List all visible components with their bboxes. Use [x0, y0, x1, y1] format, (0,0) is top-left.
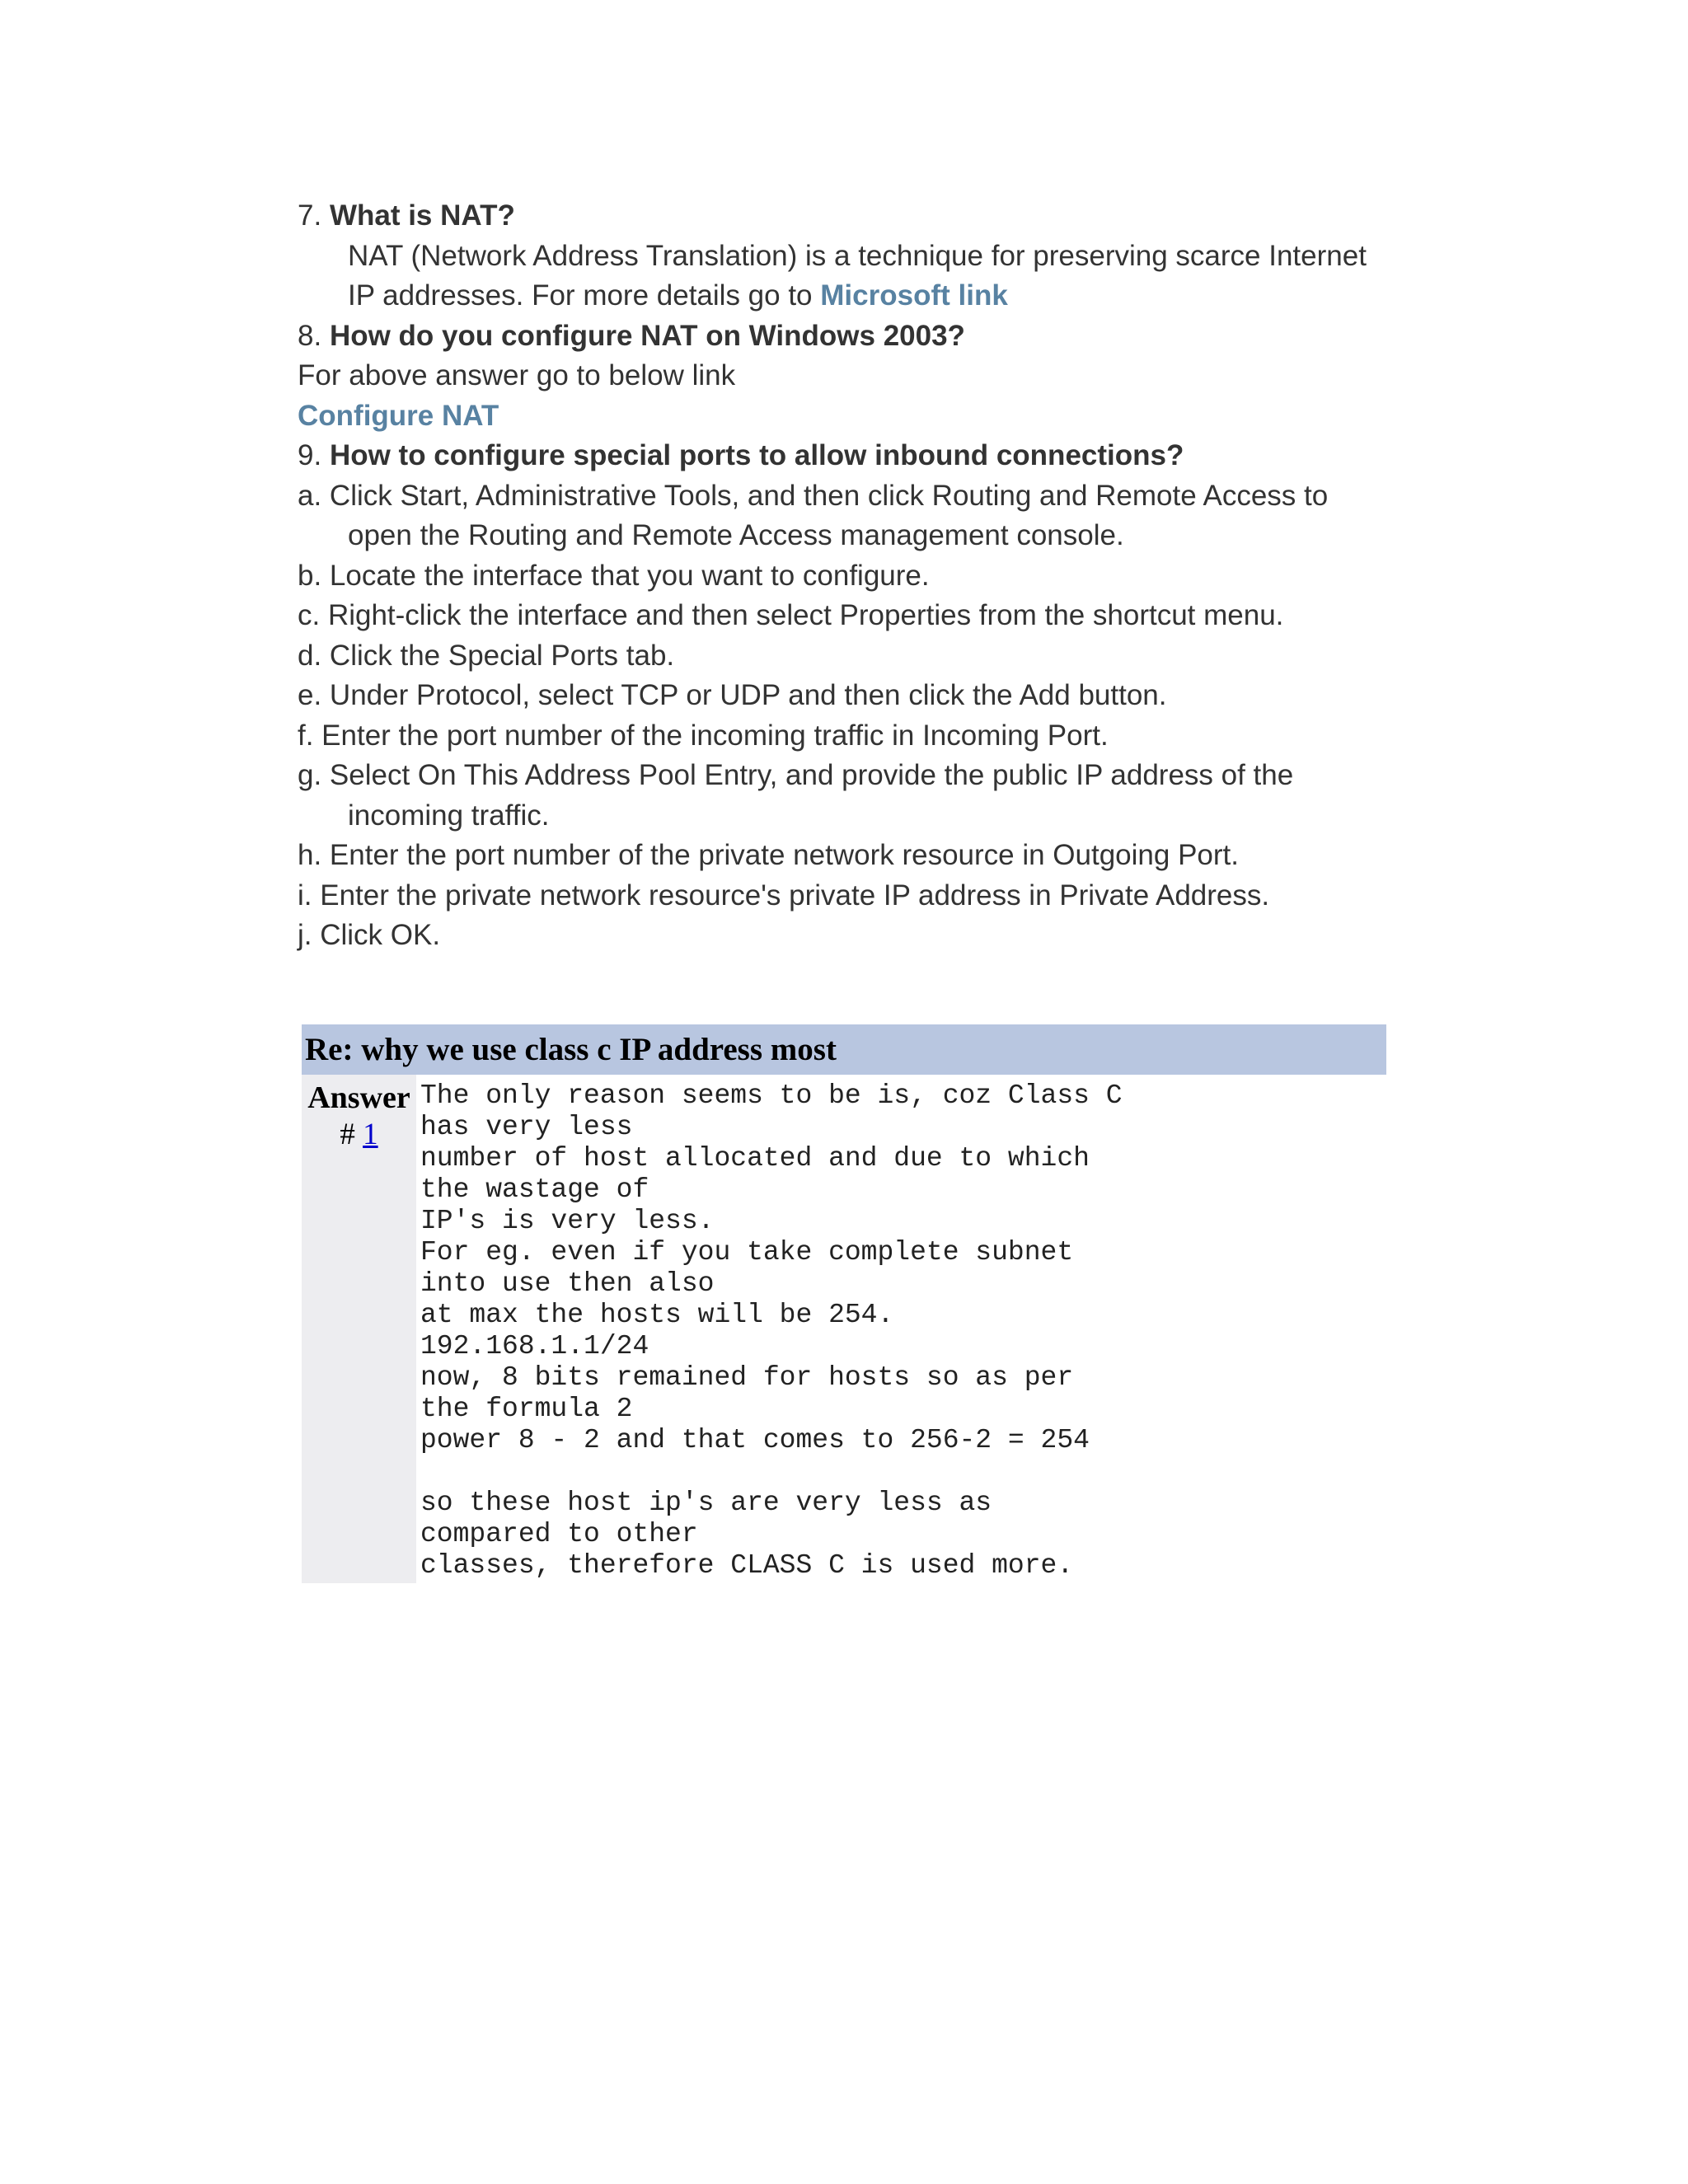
configure-nat-link[interactable]: Configure NAT	[298, 399, 499, 432]
answer-7-line-2	[298, 276, 1534, 316]
answer-7-line-1: NAT (Network Address Translation) is a technique for preserving scarce Internet	[348, 239, 1367, 272]
answer-label: Answer	[307, 1080, 410, 1115]
microsoft-link[interactable]: Microsoft link	[820, 279, 1008, 312]
question-7	[298, 196, 1534, 237]
answer-heading: Re: why we use class c IP address most	[302, 1024, 1386, 1075]
answer-8-link-row	[298, 396, 1534, 437]
step-g: g. Select On This Address Pool Entry, and provide the public IP address of the	[298, 759, 1294, 791]
answer-number-link[interactable]: 1	[363, 1118, 378, 1151]
step-i: i. Enter the private network resource's private IP address in Private Address.	[298, 879, 1270, 912]
step-c: c. Right-click the interface and then select Properties from the shortcut menu.	[298, 599, 1284, 631]
answer-label-cell	[302, 1075, 416, 1583]
answer-8-text: For above answer go to below link	[298, 359, 736, 391]
nat-faq-section	[298, 196, 1534, 956]
question-9	[298, 436, 1534, 476]
step-e: e. Under Protocol, select TCP or UDP and then click the Add button.	[298, 679, 1167, 711]
step-a-continued: open the Routing and Remote Access management console.	[348, 519, 1124, 551]
answer-number-prefix: #	[340, 1118, 355, 1151]
question-number: 9.	[298, 439, 322, 471]
step-f: f. Enter the port number of the incoming traffic in Incoming Port.	[298, 719, 1109, 752]
answer-row	[302, 1075, 1386, 1583]
answer-number	[302, 1116, 416, 1154]
question-number: 7.	[298, 199, 322, 232]
answer-7-text: IP addresses. For more details go to	[348, 279, 813, 312]
step-j: j. Click OK.	[298, 919, 441, 951]
answer-text: The only reason seems to be is, coz Class C has very less number of host allocated and due to which the wastage of IP's is very less. For eg. even if you take complete subnet into use then also at max the hosts will be 254. 192.168.1.1/24 now, 8 bits remained for hosts so as per the formula 2 power 8 - 2 and that comes to 256-2 = 254 so these host ip's are very less as compared to other classes, therefore CLASS C is used more.	[420, 1080, 1123, 1581]
question-title: How to configure special ports to allow inbound connections?	[329, 439, 1184, 471]
answer-table	[302, 1024, 1386, 1583]
step-a: a. Click Start, Administrative Tools, and then click Routing and Remote Access to	[298, 479, 1329, 512]
step-h: h. Enter the port number of the private network resource in Outgoing Port.	[298, 839, 1239, 871]
step-b: b. Locate the interface that you want to configure.	[298, 559, 930, 592]
question-title: What is NAT?	[329, 199, 515, 232]
question-number: 8.	[298, 319, 322, 352]
question-title: How do you configure NAT on Windows 2003?	[329, 319, 965, 352]
step-g-continued: incoming traffic.	[348, 799, 550, 832]
step-d: d. Click the Special Ports tab.	[298, 639, 675, 672]
question-8	[298, 316, 1534, 357]
